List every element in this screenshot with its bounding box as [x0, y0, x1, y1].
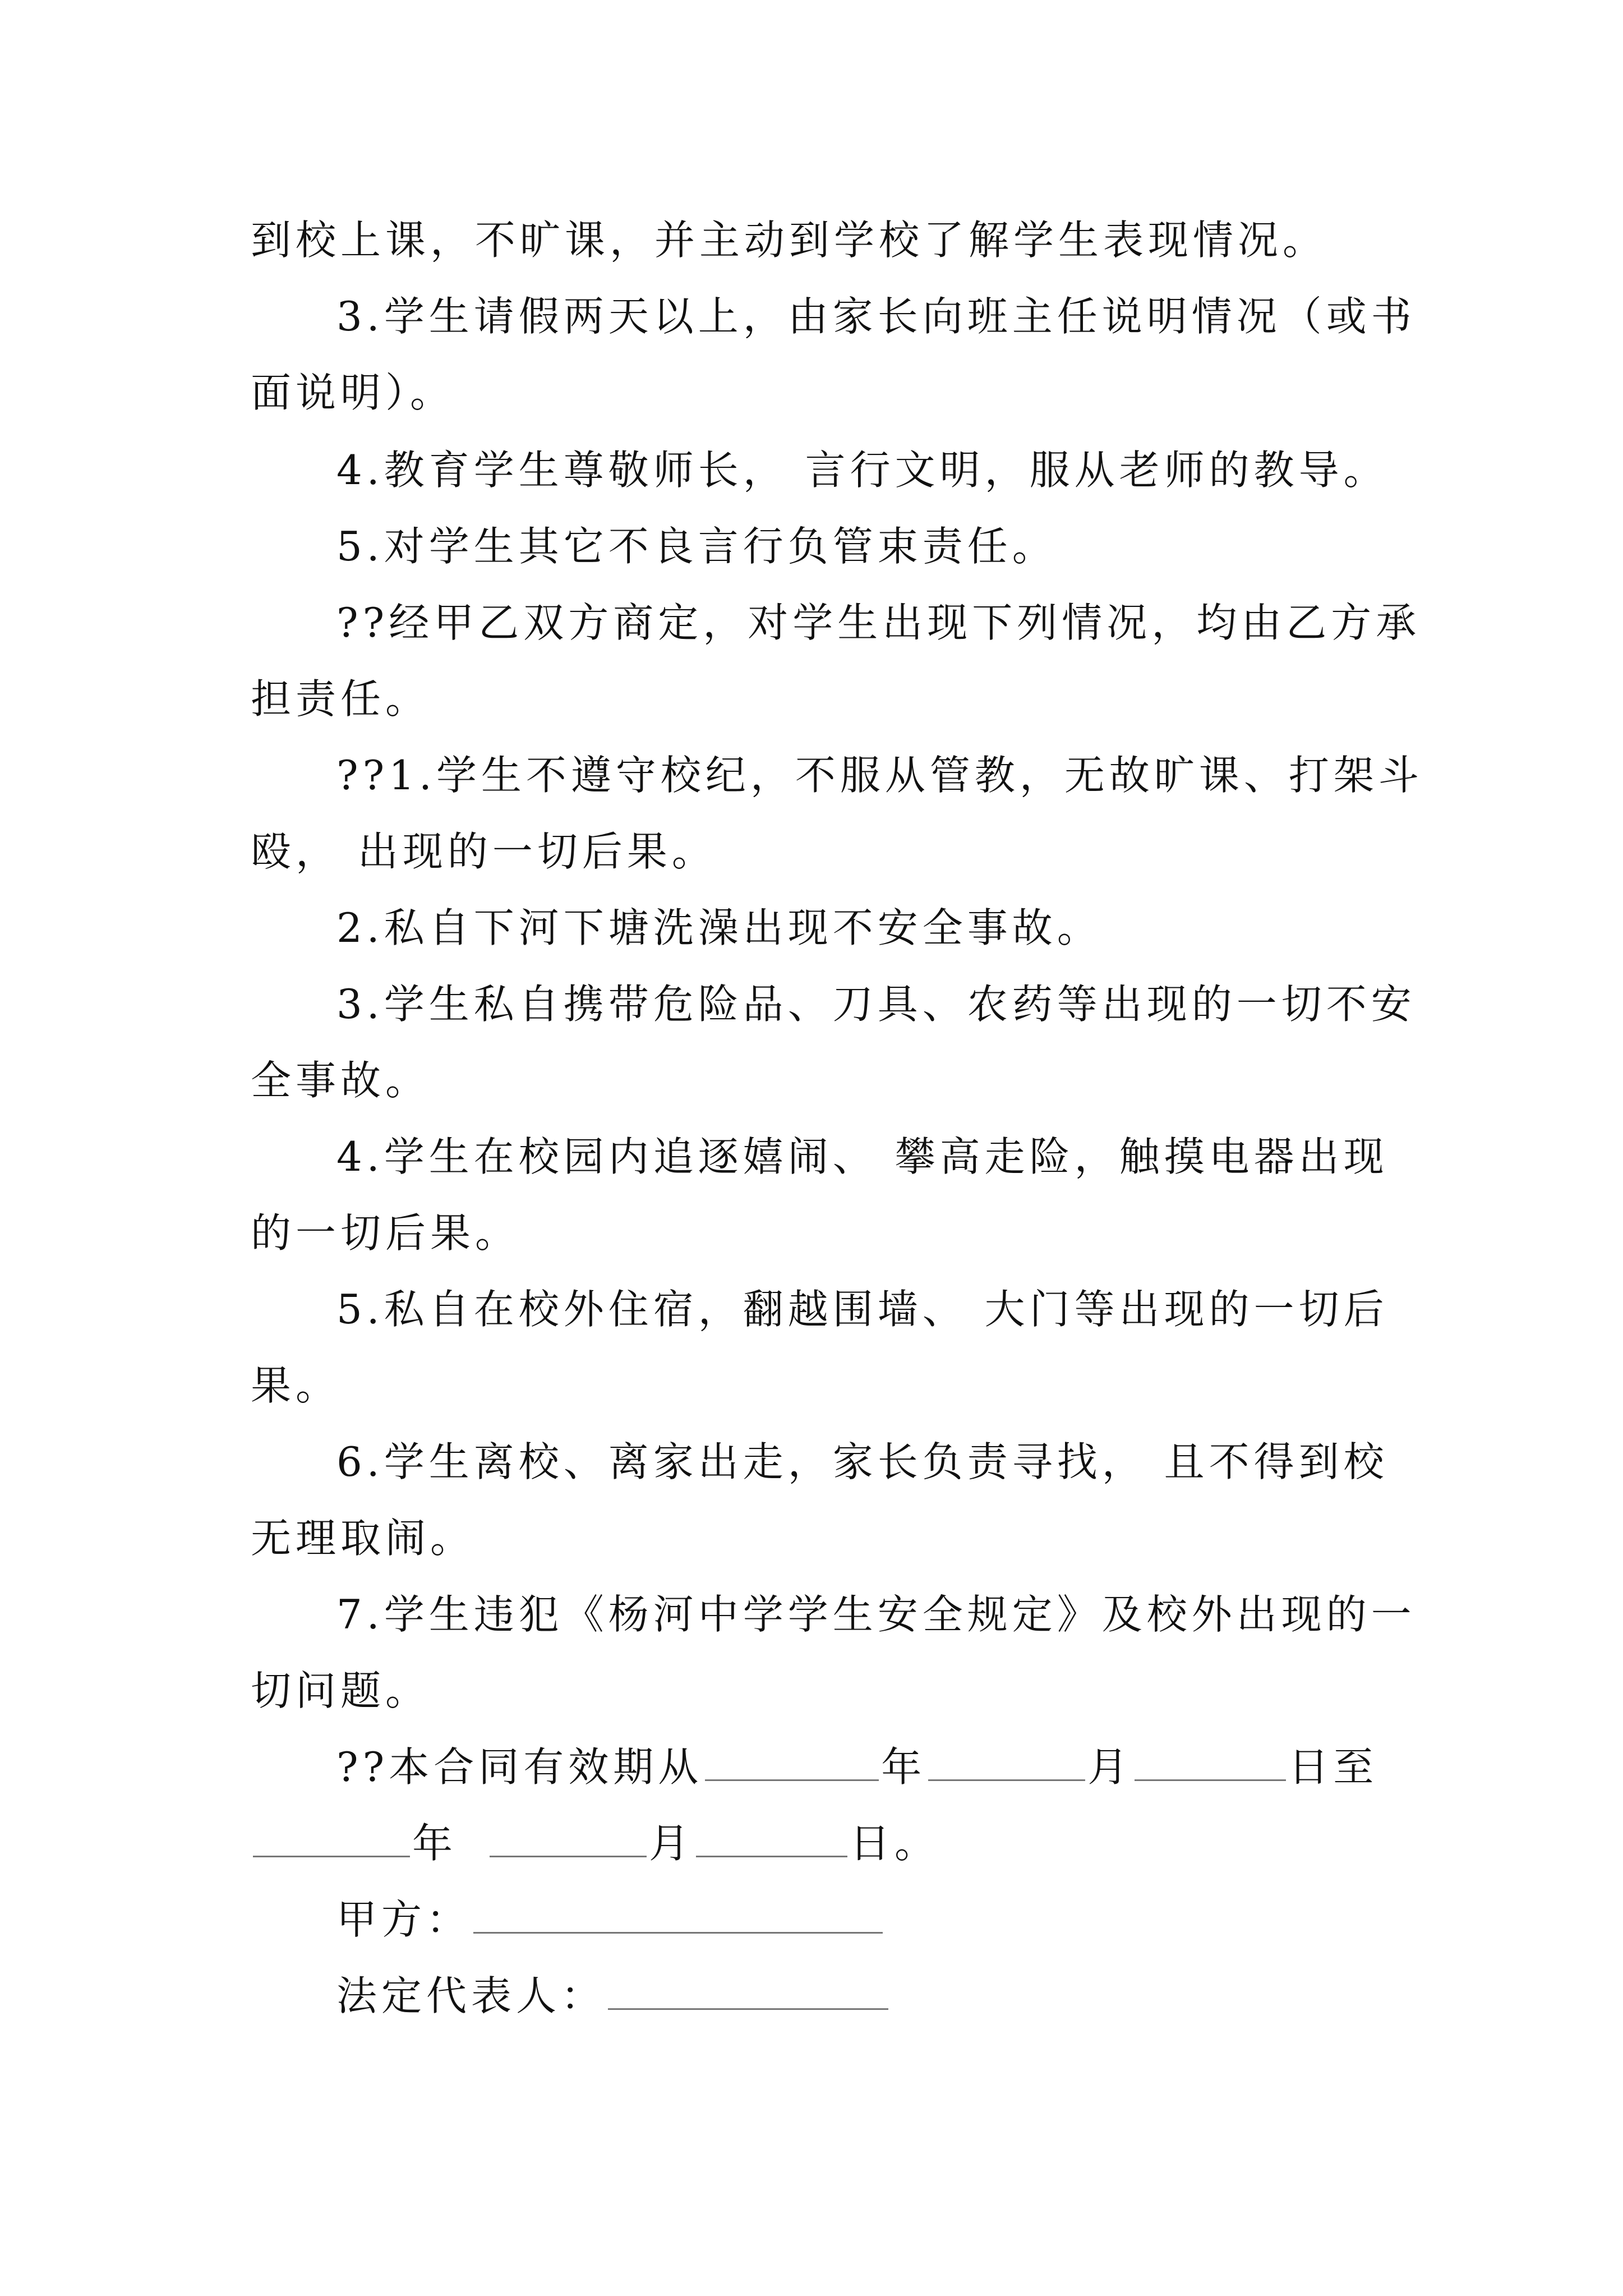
paragraph-line: ??1.学生不遵守校纪，不服从管教，无故旷课、打架斗: [336, 752, 1423, 799]
paragraph-line: 切问题。: [251, 1667, 431, 1714]
day-end-label: 日。: [850, 1820, 940, 1867]
month2-label: 月: [649, 1820, 694, 1867]
end-year-blank[interactable]: [253, 1819, 410, 1857]
legal-rep-blank[interactable]: [608, 1971, 888, 2010]
paragraph-line: 全事故。: [251, 1057, 431, 1104]
paragraph-line: 到校上课，不旷课，并主动到学校了解学生表现情况。: [251, 217, 1328, 264]
paragraph-line: 5.私自在校外住宿，翻越围墙、 大门等出现的一切后: [336, 1286, 1389, 1333]
end-month-blank[interactable]: [490, 1819, 647, 1857]
paragraph-line: 5.对学生其它不良言行负管束责任。: [336, 523, 1057, 570]
paragraph-line: 的一切后果。: [251, 1209, 520, 1257]
validity-prefix: ??本合同有效期从: [336, 1743, 703, 1791]
validity-line: [336, 1740, 1460, 1794]
paragraph-line: 面说明）。: [251, 369, 455, 416]
paragraph-line: 殴， 出现的一切后果。: [251, 828, 717, 875]
paragraph-line: ??经甲乙双方商定，对学生出现下列情况，均由乙方承: [336, 599, 1421, 646]
party-a-label: 甲方：: [336, 1896, 472, 1943]
validity-end-line: [251, 1816, 1375, 1870]
paragraph-line: 4.教育学生尊敬师长， 言行文明，服从老师的教导。: [336, 447, 1389, 494]
start-day-blank[interactable]: [1135, 1742, 1286, 1781]
start-year-blank[interactable]: [705, 1742, 879, 1781]
legal-rep-line: [336, 1969, 1460, 2023]
paragraph-line: 7.学生违犯《杨河中学学生安全规定》及校外出现的一: [336, 1591, 1416, 1638]
paragraph-line: 2.私自下河下塘洗澡出现不安全事故。: [336, 904, 1102, 951]
legal-rep-label: 法定代表人：: [336, 1972, 606, 2019]
year-label: 年: [881, 1743, 926, 1791]
paragraph-line: 3.学生请假两天以上，由家长向班主任说明情况（或书: [336, 293, 1416, 340]
start-month-blank[interactable]: [928, 1742, 1085, 1781]
month-label: 月: [1087, 1743, 1133, 1791]
paragraph-line: 果。: [251, 1362, 341, 1409]
paragraph-line: 3.学生私自携带危险品、刀具、农药等出现的一切不安: [336, 981, 1416, 1028]
paragraph-line: 担责任。: [251, 675, 431, 723]
party-a-blank[interactable]: [473, 1895, 883, 1934]
day-to-label: 日至: [1288, 1743, 1378, 1791]
paragraph-line: 6.学生离校、离家出走，家长负责寻找， 且不得到校: [336, 1438, 1389, 1485]
paragraph-line: 无理取闹。: [251, 1515, 476, 1562]
paragraph-line: 4.学生在校园内追逐嬉闹、 攀高走险，触摸电器出现: [336, 1133, 1389, 1180]
end-day-blank[interactable]: [696, 1819, 847, 1857]
party-a-line: [336, 1893, 1460, 1947]
year2-label: 年: [412, 1820, 458, 1867]
